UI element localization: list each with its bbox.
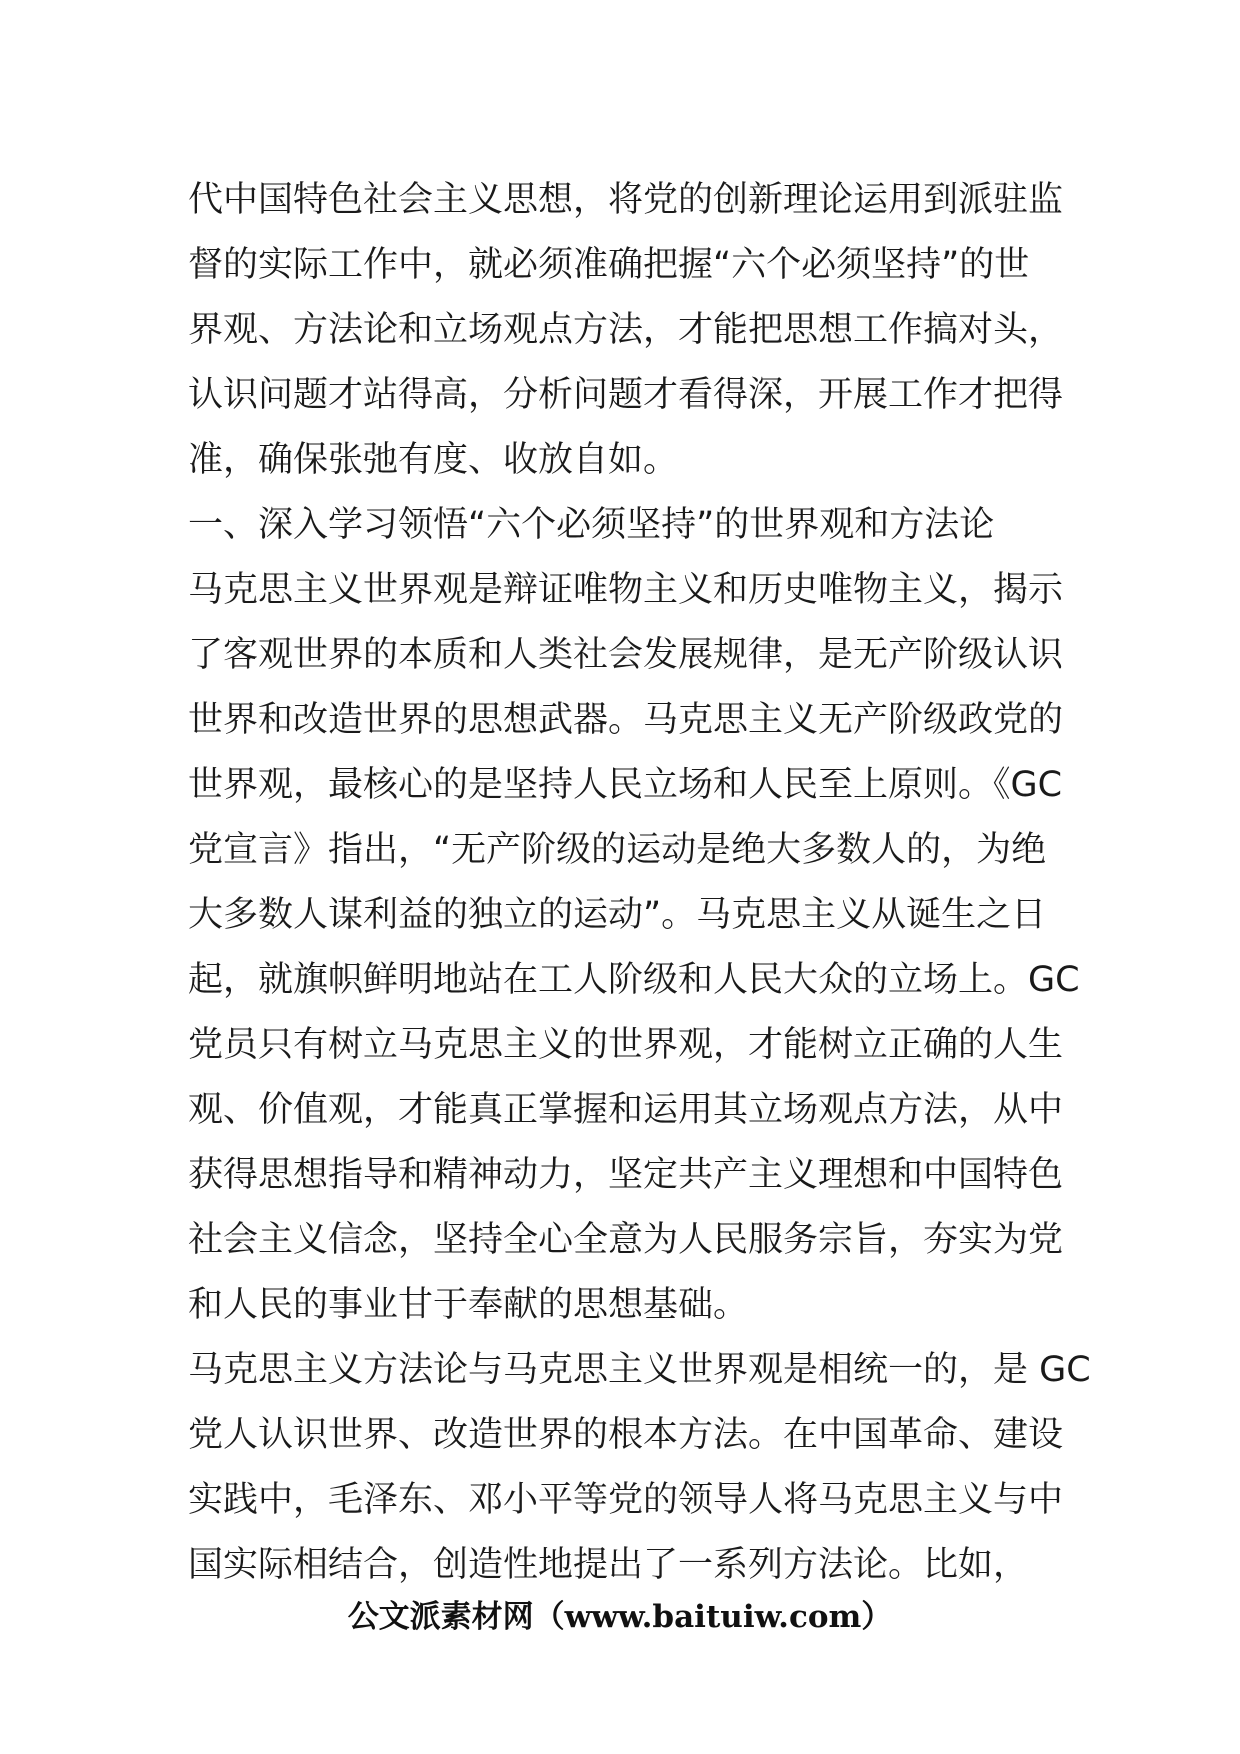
body-text	[188, 168, 1091, 1598]
text-line: 党员只有树立马克思主义的世界观，才能树立正确的人生	[188, 1025, 1064, 1065]
text-line: 督的实际工作中，就必须准确把握“六个必须坚持”的世	[188, 245, 1030, 285]
text-line: 认识问题才站得高，分析问题才看得深，开展工作才把得	[188, 375, 1064, 415]
text-line: 起，就旗帜鲜明地站在工人阶级和人民大众的立场上。GC	[188, 960, 1080, 1000]
text-line: 实践中，毛泽东、邓小平等党的领导人将马克思主义与中	[188, 1480, 1064, 1520]
text-line: 代中国特色社会主义思想，将党的创新理论运用到派驻监	[188, 180, 1064, 220]
text-line: 党人认识世界、改造世界的根本方法。在中国革命、建设	[188, 1415, 1064, 1455]
text-line: 社会主义信念，坚持全心全意为人民服务宗旨，夯实为党	[188, 1220, 1064, 1260]
text-line: 世界观，最核心的是坚持人民立场和人民至上原则。《GC	[188, 765, 1063, 805]
section-heading: 一、深入学习领悟“六个必须坚持”的世界观和方法论	[188, 505, 995, 545]
text-line: 马克思主义世界观是辩证唯物主义和历史唯物主义，揭示	[188, 570, 1064, 610]
text-line: 观、价值观，才能真正掌握和运用其立场观点方法，从中	[188, 1090, 1064, 1130]
text-line: 世界和改造世界的思想武器。马克思主义无产阶级政党的	[188, 700, 1064, 740]
text-line: 和人民的事业甘于奉献的思想基础。	[188, 1285, 749, 1325]
text-line: 马克思主义方法论与马克思主义世界观是相统一的，是 GC	[188, 1350, 1091, 1390]
text-line: 了客观世界的本质和人类社会发展规律，是无产阶级认识	[188, 635, 1064, 675]
text-line: 党宣言》指出，“无产阶级的运动是绝大多数人的，为绝	[188, 830, 1047, 870]
text-line: 界观、方法论和立场观点方法，才能把思想工作搞对头，	[188, 310, 1064, 350]
footer-source: 公文派素材网（www.baituiw.com）	[347, 1599, 893, 1635]
text-line: 获得思想指导和精神动力，坚定共产主义理想和中国特色	[188, 1155, 1064, 1195]
text-line: 准，确保张弛有度、收放自如。	[188, 440, 679, 480]
text-line: 国实际相结合，创造性地提出了一系列方法论。比如，	[188, 1545, 1029, 1585]
text-line: 大多数人谋利益的独立的运动”。马克思主义从诞生之日	[188, 895, 1047, 935]
